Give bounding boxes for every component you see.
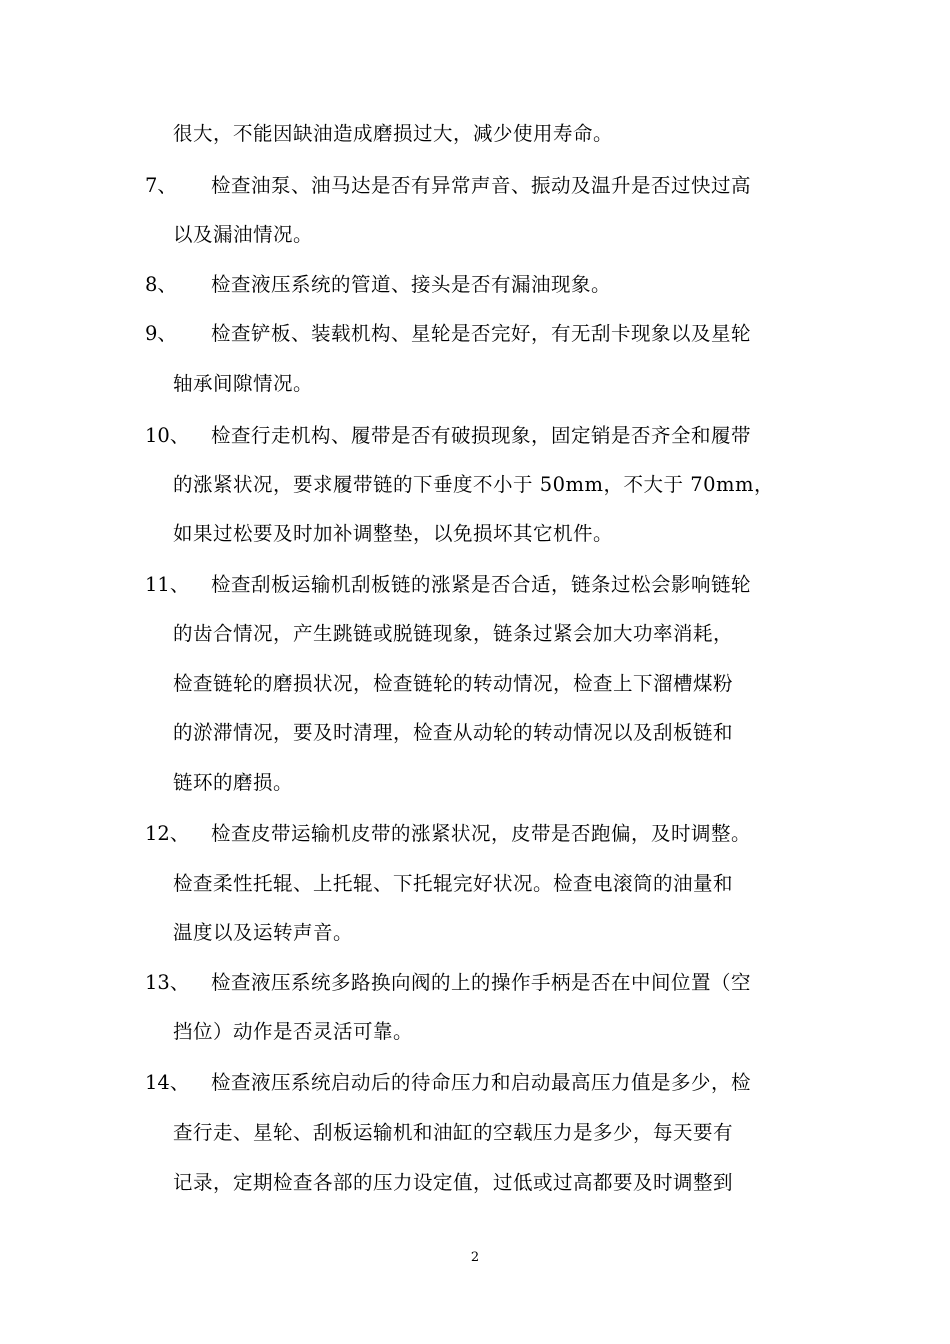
paragraph-line: 检查行走机构、履带是否有破损现象，固定销是否齐全和履带 [211,424,752,447]
paragraph-line: 的齿合情况，产生跳链或脱链现象，链条过紧会加大功率消耗， [173,622,734,645]
paragraph-line: 检查液压系统多路换向阀的上的操作手柄是否在中间位置（空 [211,971,752,994]
paragraph-line: 记录，定期检查各部的压力设定值，过低或过高都要及时调整到 [173,1171,734,1194]
paragraph-line: 查行走、星轮、刮板运输机和油缸的空载压力是多少，每天要有 [173,1121,734,1144]
paragraph-line: 检查油泵、油马达是否有异常声音、振动及温升是否过快过高 [211,174,752,197]
paragraph-line: 很大，不能因缺油造成磨损过大，减少使用寿命。 [173,122,614,145]
paragraph-line: 链环的磨损。 [173,771,294,794]
page-number: 2 [470,1250,480,1265]
paragraph-line: 如果过松要及时加补调整垫，以免损坏其它机件。 [173,522,614,545]
item-number: 9、 [145,322,177,345]
item-number: 13、 [145,971,190,994]
item-number: 7、 [145,174,177,197]
paragraph-line: 检查皮带运输机皮带的涨紧状况，皮带是否跑偏，及时调整。 [211,822,752,845]
paragraph-line: 检查液压系统的管道、接头是否有漏油现象。 [211,273,612,296]
paragraph-line: 检查链轮的磨损状况，检查链轮的转动情况，检查上下溜槽煤粉 [173,672,734,695]
paragraph-line: 挡位）动作是否灵活可靠。 [173,1020,414,1043]
paragraph-line: 以及漏油情况。 [173,223,314,246]
paragraph-line: 检查柔性托辊、上托辊、下托辊完好状况。检查电滚筒的油量和 [173,872,734,895]
item-number: 10、 [145,424,190,447]
paragraph-line: 的涨紧状况，要求履带链的下垂度不小于 50mm，不大于 70mm， [173,473,774,496]
paragraph-line: 检查铲板、装载机构、星轮是否完好，有无刮卡现象以及星轮 [211,322,752,345]
paragraph-line: 检查刮板运输机刮板链的涨紧是否合适，链条过松会影响链轮 [211,573,752,596]
item-number: 11、 [145,573,190,596]
paragraph-line: 检查液压系统启动后的待命压力和启动最高压力值是多少，检 [211,1071,752,1094]
item-number: 14、 [145,1071,190,1094]
paragraph-line: 轴承间隙情况。 [173,372,314,395]
item-number: 12、 [145,822,190,845]
paragraph-line: 温度以及运转声音。 [173,921,354,944]
paragraph-line: 的淤滞情况，要及时清理，检查从动轮的转动情况以及刮板链和 [173,721,734,744]
item-number: 8、 [145,273,177,296]
